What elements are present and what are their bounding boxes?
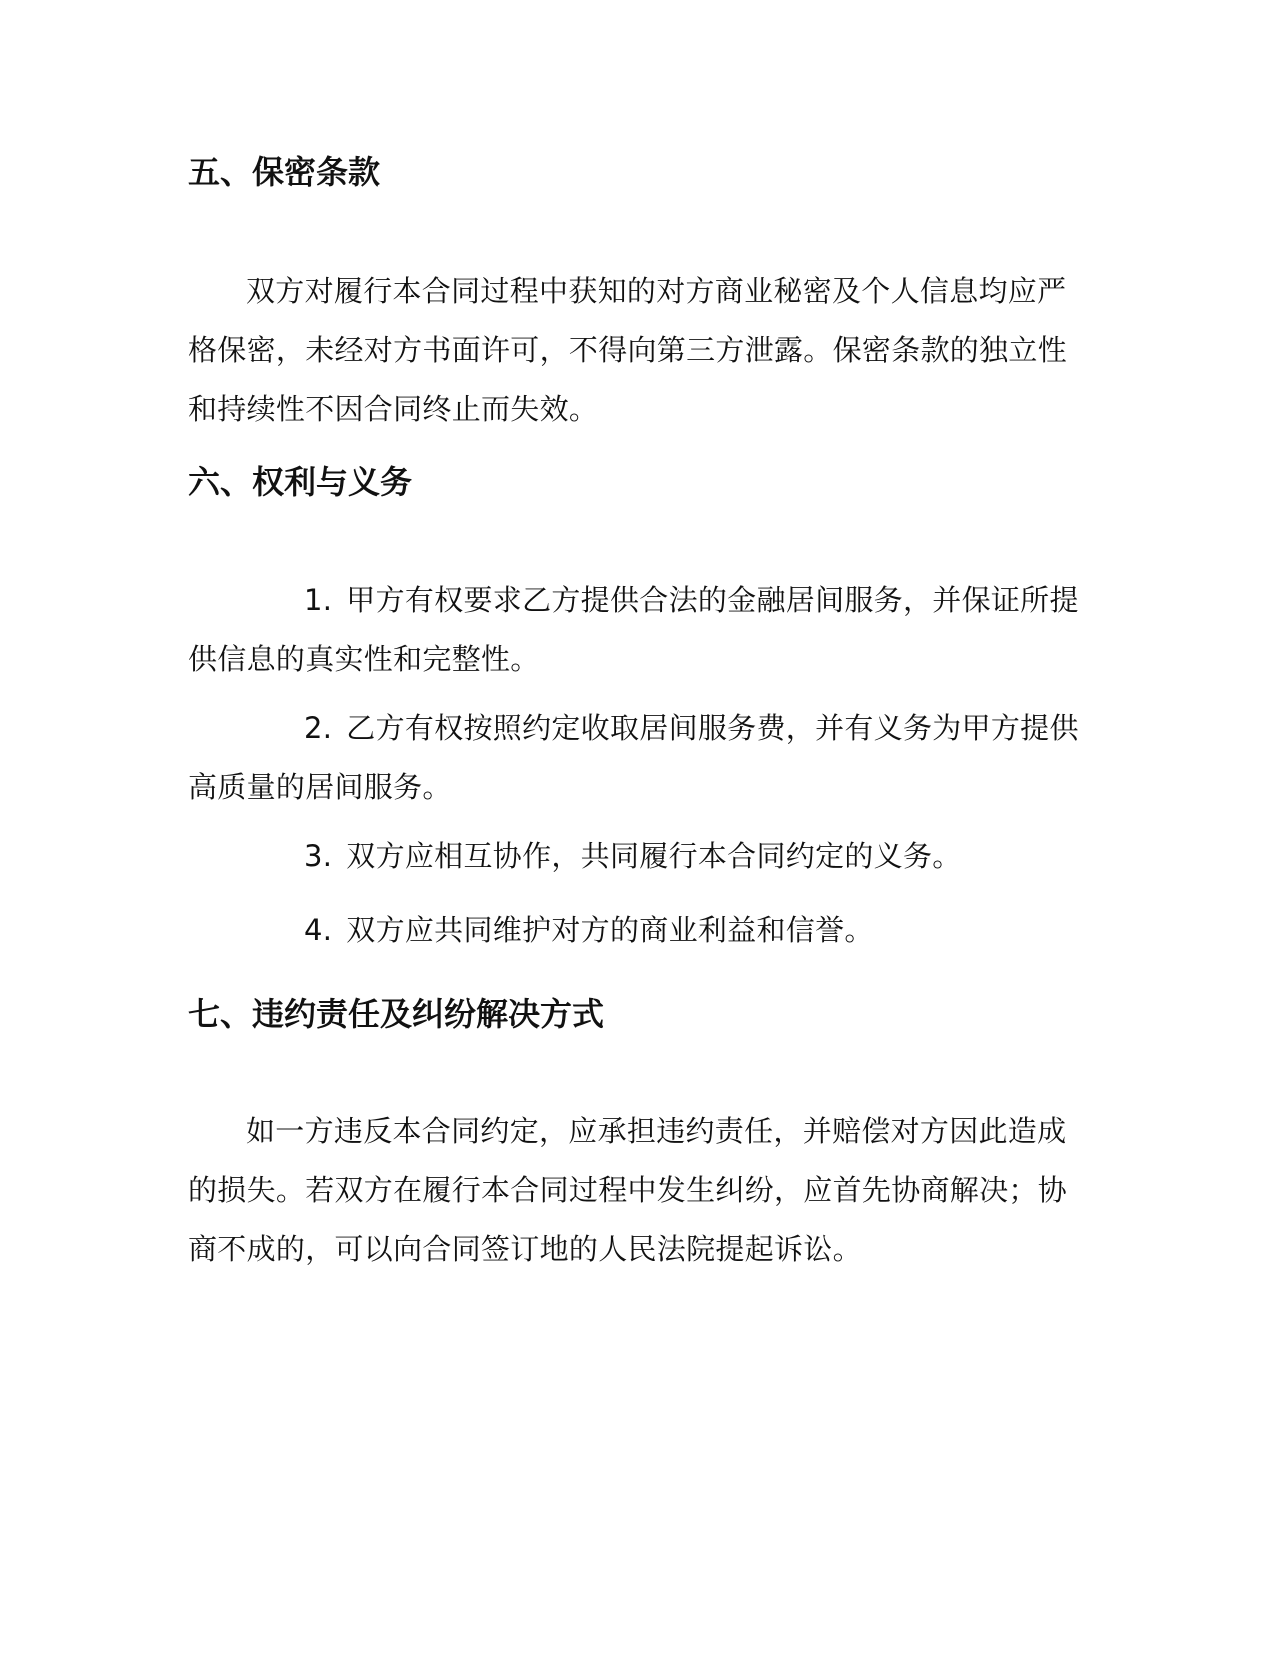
- list-item-text: 甲方有权要求乙方提供合法的金融居间服务，并保证所提供信息的真实性和完整性。: [188, 583, 1079, 676]
- section-heading-rights-obligations: 六、权利与义务: [188, 463, 413, 501]
- list-item-number: 4.: [304, 913, 333, 947]
- confidentiality-paragraph: 双方对履行本合同过程中获知的对方商业秘密及个人信息均应严格保密，未经对方书面许可，不得向第三方泄露。保密条款的独立性和持续性不因合同终止而失效。: [188, 274, 1068, 426]
- section-heading-confidentiality: 五、保密条款: [188, 153, 381, 191]
- list-item-text: 双方应共同维护对方的商业利益和信誉。: [346, 913, 874, 947]
- list-item-number: 3.: [304, 839, 333, 873]
- list-item: [188, 901, 1088, 960]
- list-item-number: 2.: [304, 711, 333, 745]
- list-item-text: 双方应相互协作，共同履行本合同约定的义务。: [346, 839, 962, 873]
- section-heading-liability-disputes: 七、违约责任及纠纷解决方式: [188, 995, 605, 1033]
- list-item-text: 乙方有权按照约定收取居间服务费，并有义务为甲方提供高质量的居间服务。: [188, 711, 1079, 804]
- list-item: [188, 827, 1088, 886]
- list-item: [188, 699, 1088, 817]
- list-item: [188, 571, 1088, 689]
- list-item-number: 1.: [304, 583, 333, 617]
- liability-paragraph: 如一方违反本合同约定，应承担违约责任，并赔偿对方因此造成的损失。若双方在履行本合同过程中发生纠纷，应首先协商解决；协商不成的，可以向合同签订地的人民法院提起诉讼。: [188, 1114, 1068, 1266]
